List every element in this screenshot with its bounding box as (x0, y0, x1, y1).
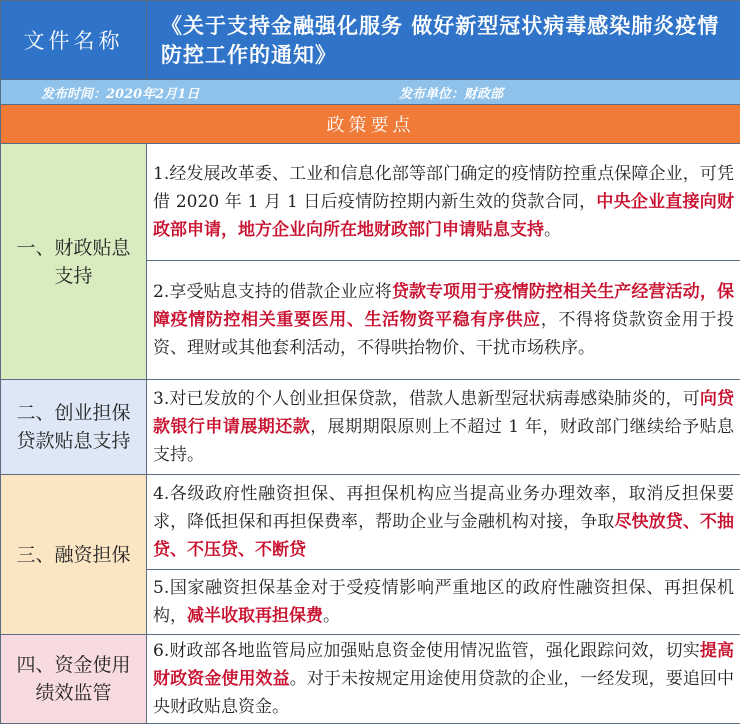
item-highlight: 减半收取再担保费 (187, 606, 323, 626)
category-fiscal-interest (1, 144, 147, 380)
meta-row (1, 80, 740, 105)
title-row (1, 1, 740, 80)
item-text: ，展期期限原则上不超过 1 年，财政部门继续给予贴息支持。 (153, 417, 734, 465)
category-label: 支持 (54, 265, 92, 287)
item-text: 1.经发展改革委、工业和信息化部等部门确定的疫情防控重点保障企业，可凭借 2020 年 1 月 1 日后疫情防控期内新生效的贷款合同， (153, 164, 734, 212)
item-text: 3.对已发放的个人创业担保贷款，借款人患新型冠状病毒感染肺炎的，可 (153, 389, 700, 409)
category-label: 一、财政贴息 (16, 237, 130, 259)
item-text: ，不得将贷款资金用于投资、理财或其他套利活动，不得哄抬物价、干扰市场秩序。 (153, 310, 734, 358)
section-row (1, 380, 740, 475)
item-text: 5.国家融资担保基金对于受疫情影响严重地区的政府性融资担保、再担保机构， (153, 578, 734, 626)
policy-item (147, 635, 740, 724)
category-fund-supervision (1, 635, 147, 724)
section-row (1, 475, 740, 570)
item-text: 。 (323, 606, 340, 626)
item-highlight: 向贷款银行申请展期还款 (153, 389, 734, 437)
policy-item (147, 261, 740, 380)
item-text: 。对于未按规定用途使用贷款的企业，一经发现，要追回中央财政贴息资金。 (153, 669, 734, 717)
section-row (1, 635, 740, 724)
publisher: 发布单位：财政部 (321, 83, 503, 102)
policy-item (147, 144, 740, 261)
item-highlight: 中央企业直接向财政部申请，地方企业向所在地财政部门申请贴息支持 (153, 192, 734, 240)
item-highlight: 提高财政资金使用效益 (153, 641, 734, 689)
item-text: 6.财政部各地监管局应加强贴息资金使用情况监管，强化跟踪问效，切实 (153, 641, 700, 661)
policy-header-row (1, 105, 740, 144)
category-label: 贷款贴息支持 (16, 430, 130, 452)
category-label: 二、创业担保 (16, 402, 130, 424)
item-text: 。 (544, 220, 561, 240)
item-highlight: 贷款专项用于疫情防控相关生产经营活动，保障疫情防控相关重要医用、生活物资平稳有序供应 (153, 282, 734, 330)
category-label: 三、融资担保 (16, 544, 130, 566)
policy-item (147, 570, 740, 635)
policy-item (147, 475, 740, 570)
category-label: 四、资金使用 (16, 654, 130, 676)
item-text: 2.享受贴息支持的借款企业应将 (153, 282, 392, 302)
policy-header: 政策要点 (1, 105, 740, 144)
publish-date: 发布时间：2020年2月1日 (1, 83, 321, 102)
document-title: 《关于支持金融强化服务 做好新型冠状病毒感染肺炎疫情防控工作的通知》 (147, 1, 740, 80)
category-label: 绩效监管 (35, 682, 111, 704)
item-text: 4.各级政府性融资担保、再担保机构应当提高业务办理效率，取消反担保要求，降低担保和再担保费率，帮助企业与金融机构对接，争取 (153, 484, 734, 532)
policy-item (147, 380, 740, 475)
section-row (1, 144, 740, 261)
category-entrepreneur-loan (1, 380, 147, 475)
category-financing-guarantee (1, 475, 147, 635)
file-name-label: 文件名称 (1, 1, 147, 80)
item-highlight: 尽快放贷、不抽贷、不压贷、不断贷 (153, 512, 734, 560)
